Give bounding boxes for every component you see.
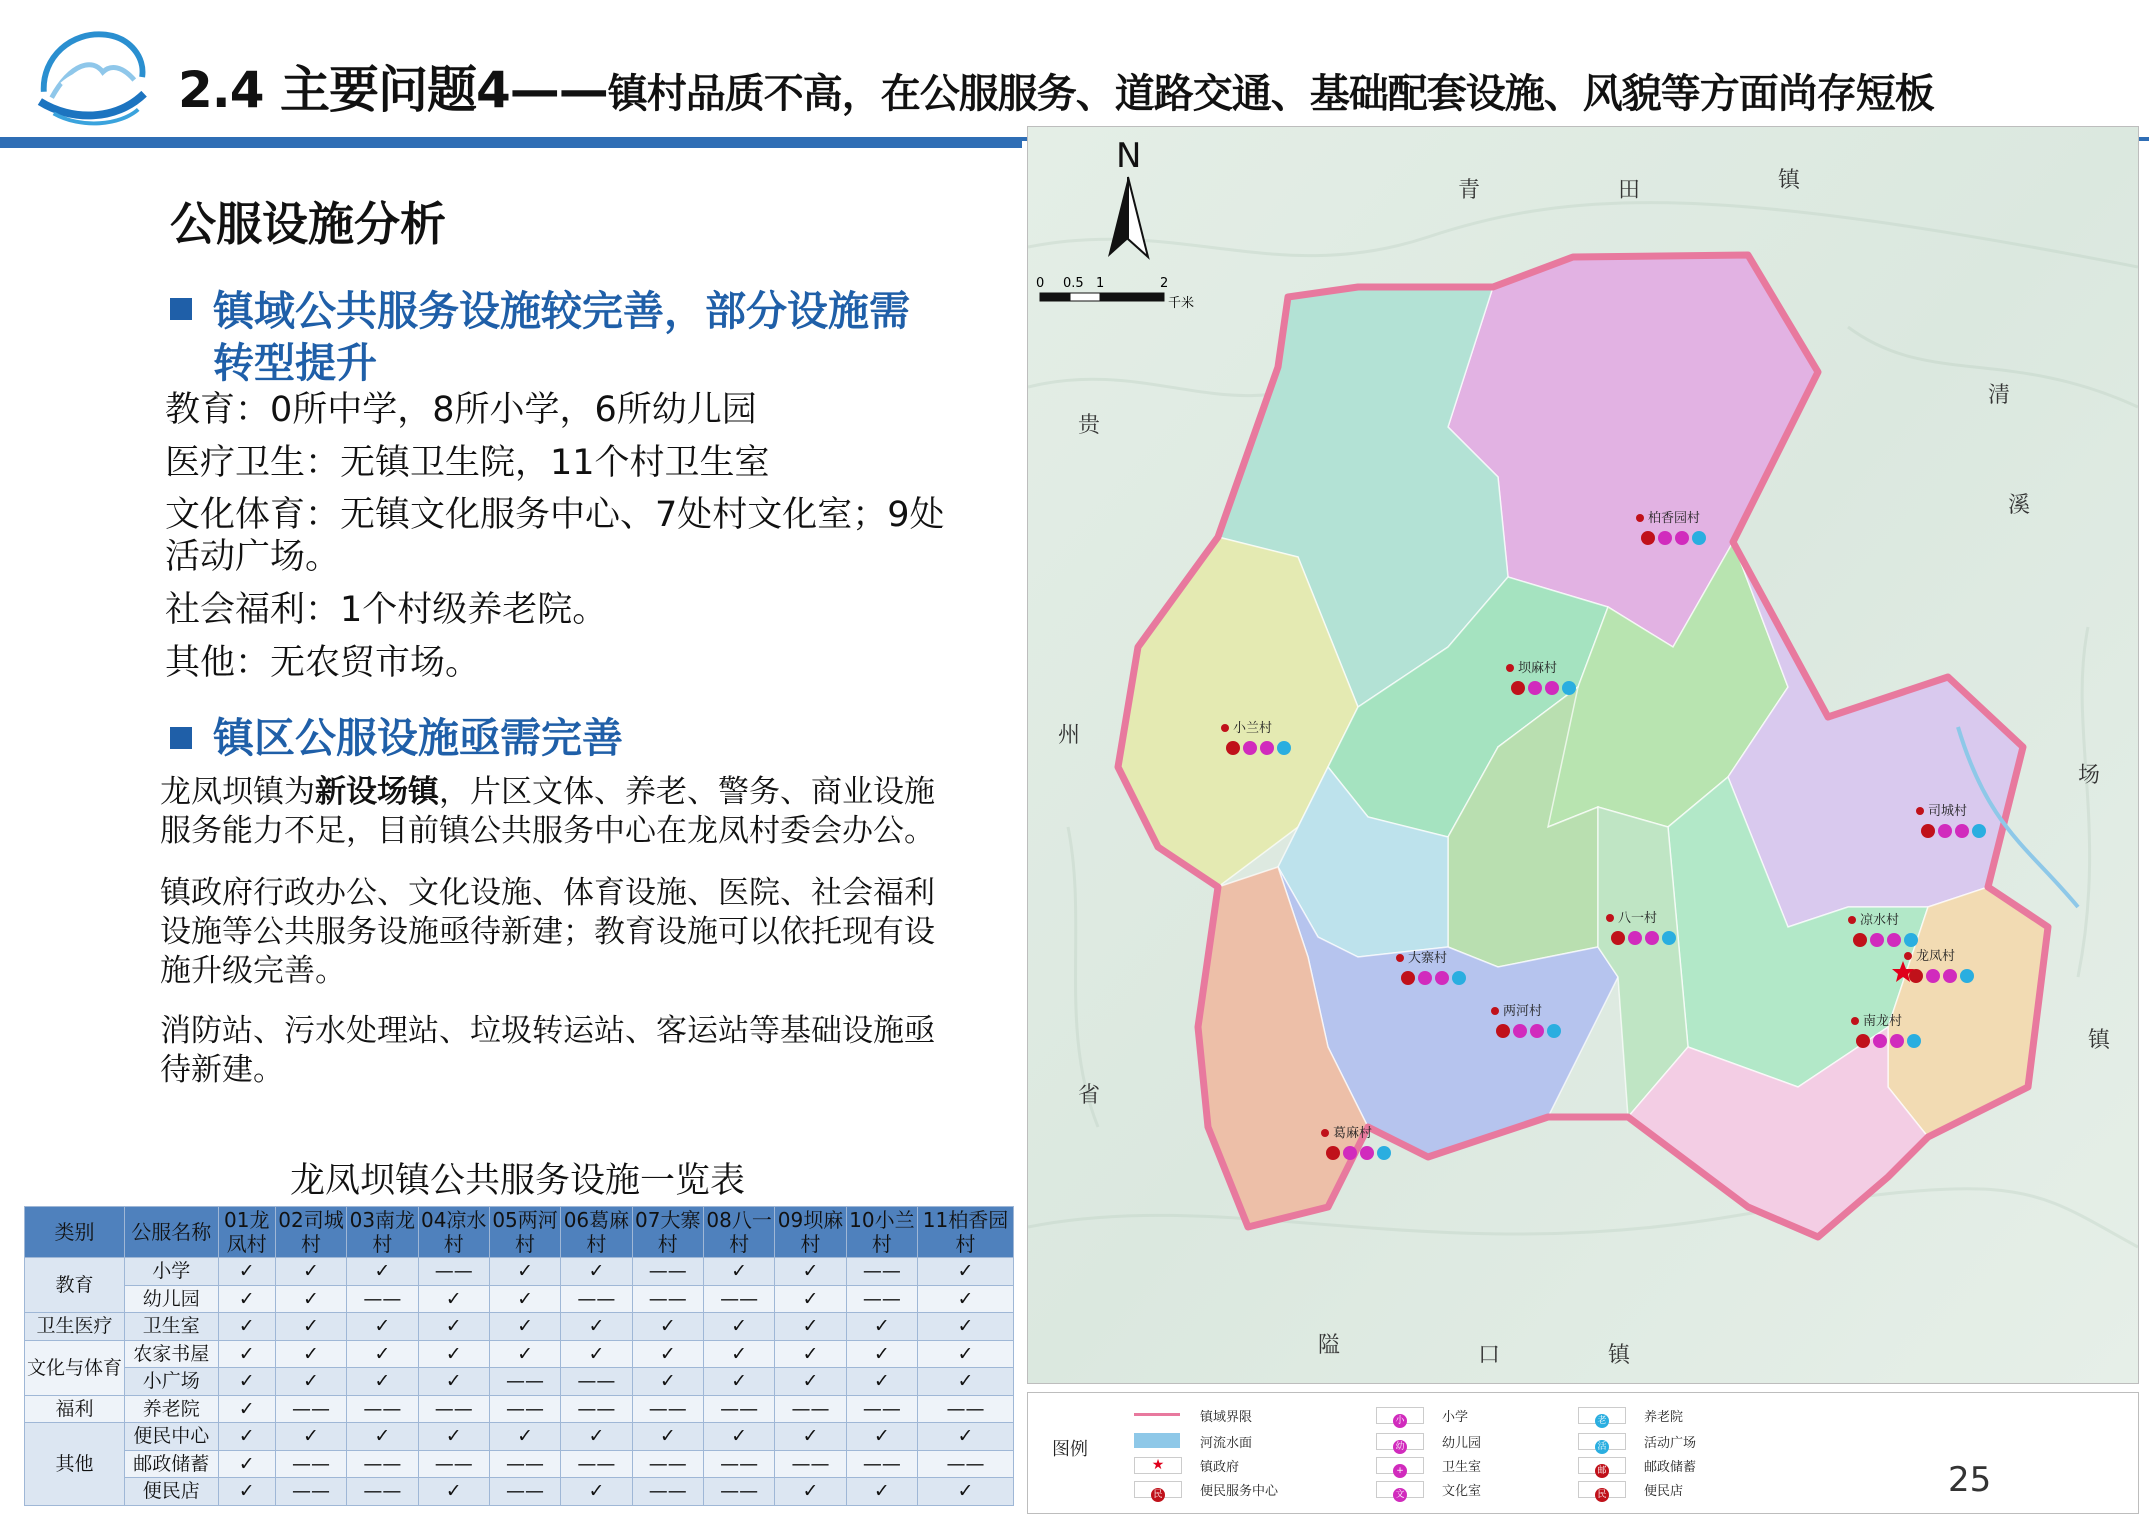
table-header-village: 11柏香园村 (918, 1207, 1014, 1258)
table-cell-category: 教育 (25, 1258, 125, 1313)
table-cell-value: —— (418, 1258, 489, 1286)
facility-badge-icon (1260, 741, 1274, 755)
facilities-table (24, 1206, 1014, 1506)
table-cell-value: ✓ (775, 1478, 846, 1506)
surrounding-area-label: 镇 (2088, 1028, 2111, 1053)
table-cell-value: ✓ (561, 1258, 632, 1286)
surrounding-area-label: 镇 (1778, 168, 1801, 193)
legend-swatch-icon (1578, 1433, 1626, 1450)
section-title: 公服设施分析 (170, 197, 446, 251)
table-cell-value: ✓ (418, 1313, 489, 1341)
table-cell-value: ✓ (918, 1340, 1014, 1368)
facility-badge-icon (1890, 1034, 1904, 1048)
header-divider (0, 137, 1022, 148)
facility-badge-icon (1904, 933, 1918, 947)
table-cell-value: —— (418, 1395, 489, 1423)
table-cell-value: —— (775, 1395, 846, 1423)
surrounding-area-label: 溪 (2008, 493, 2031, 518)
table-cell-value: —— (347, 1285, 418, 1313)
surrounding-area-label: 田 (1618, 178, 1641, 203)
table-header-village: 06葛麻村 (561, 1207, 632, 1258)
legend-swatch-icon (1134, 1413, 1180, 1416)
facility-badge-icon (1856, 1034, 1870, 1048)
village-marker-icon (1851, 1017, 1859, 1025)
table-cell-value: ✓ (418, 1368, 489, 1396)
legend-glyph-icon: 活 (1595, 1440, 1609, 1454)
village-marker-icon (1506, 664, 1514, 672)
table-cell-value: ✓ (703, 1368, 774, 1396)
table-cell-value: —— (275, 1395, 346, 1423)
table-cell-value: ✓ (632, 1368, 703, 1396)
bullet1-title-line1: 镇域公共服务设施较完善，部分设施需 (213, 287, 910, 335)
table-cell-value: ✓ (775, 1423, 846, 1451)
village-label: 大寨村 (1408, 951, 1448, 966)
table-cell-value: ✓ (218, 1423, 275, 1451)
table-row (25, 1313, 1014, 1341)
table-header-village: 01龙凤村 (218, 1207, 275, 1258)
table-cell-value: ✓ (347, 1258, 418, 1286)
table-cell-value: —— (347, 1478, 418, 1506)
table-cell-value: ✓ (218, 1285, 275, 1313)
legend-item-label: 便民店 (1644, 1484, 1684, 1499)
facility-badge-icon (1277, 741, 1291, 755)
table-cell-value: —— (703, 1478, 774, 1506)
table-row (25, 1258, 1014, 1286)
legend-item-label: 镇域界限 (1200, 1410, 1253, 1425)
table-cell-value: —— (703, 1285, 774, 1313)
table-cell-value: —— (489, 1368, 560, 1396)
surrounding-area-label: 镇 (1608, 1343, 1631, 1368)
facility-badge-icon (1658, 531, 1672, 545)
facility-badge-icon (1938, 824, 1952, 838)
legend-swatch-icon (1376, 1481, 1424, 1498)
table-cell-value: —— (561, 1368, 632, 1396)
surrounding-area-label: 口 (1478, 1343, 1501, 1368)
table-cell-value: —— (561, 1450, 632, 1478)
facility-badge-icon (1530, 1024, 1544, 1038)
village-marker-icon (1636, 514, 1644, 522)
facility-badge-icon (1360, 1146, 1374, 1160)
table-cell-value: ✓ (632, 1313, 703, 1341)
legend-glyph-icon: 文 (1393, 1488, 1407, 1502)
surrounding-area-label: 清 (1988, 383, 2011, 408)
table-cell-value: ✓ (918, 1478, 1014, 1506)
table-cell-value: ✓ (418, 1423, 489, 1451)
table-cell-value: ✓ (218, 1450, 275, 1478)
village-marker-icon (1321, 1129, 1329, 1137)
table-cell-value: ✓ (918, 1368, 1014, 1396)
page-number: 25 (1948, 1460, 1992, 1500)
village-marker-icon (1916, 807, 1924, 815)
table-header-village: 08八一村 (703, 1207, 774, 1258)
table-cell-name: 幼儿园 (124, 1285, 218, 1313)
facility-badge-icon (1692, 531, 1706, 545)
table-cell-category: 福利 (25, 1395, 125, 1423)
table-row (25, 1450, 1014, 1478)
facility-badge-icon (1226, 741, 1240, 755)
table-cell-value: ✓ (561, 1340, 632, 1368)
facility-badge-icon (1645, 931, 1659, 945)
legend-item-label: 邮政储蓄 (1644, 1460, 1697, 1475)
legend-swatch-icon: ★ (1134, 1457, 1182, 1474)
table-cell-value: ✓ (275, 1423, 346, 1451)
facility-badge-icon (1435, 971, 1449, 985)
legend-swatch-icon (1134, 1481, 1182, 1498)
table-cell-value: ✓ (218, 1395, 275, 1423)
table-cell-value: ✓ (632, 1423, 703, 1451)
table-row (25, 1395, 1014, 1423)
table-row (25, 1368, 1014, 1396)
bullet1-title-line2: 转型提升 (213, 339, 377, 387)
table-header-category: 类别 (25, 1207, 125, 1258)
facility-badge-icon (1452, 971, 1466, 985)
village-label: 凉水村 (1860, 913, 1900, 928)
facility-badge-icon (1547, 1024, 1561, 1038)
table-cell-value: ✓ (703, 1423, 774, 1451)
table-cell-value: ✓ (489, 1423, 560, 1451)
paragraph-government: 镇政府行政办公、文化设施、体育设施、医院、社会福利 设施等公共服务设施亟待新建；教育设施可以依托现有设 施升级完善。 (160, 875, 935, 989)
table-cell-name: 农家书屋 (124, 1340, 218, 1368)
table-cell-value: ✓ (775, 1285, 846, 1313)
table-cell-value: —— (489, 1478, 560, 1506)
legend-item-label: 卫生室 (1442, 1460, 1482, 1475)
facility-badge-icon (1907, 1034, 1921, 1048)
table-cell-value: ✓ (218, 1258, 275, 1286)
bullet2-title: 镇区公服设施亟需完善 (213, 714, 623, 762)
town-map (1027, 126, 2139, 1384)
table-cell-value: —— (918, 1450, 1014, 1478)
table-cell-value: ✓ (918, 1285, 1014, 1313)
table-cell-value: ✓ (846, 1340, 917, 1368)
table-cell-value: ✓ (561, 1313, 632, 1341)
table-cell-value: —— (846, 1450, 917, 1478)
facility-badge-icon (1562, 681, 1576, 695)
surrounding-area-label: 州 (1058, 723, 1081, 748)
legend-item-label: 活动广场 (1644, 1436, 1697, 1451)
table-row (25, 1478, 1014, 1506)
table-cell-value: ✓ (703, 1340, 774, 1368)
facility-badge-icon (1611, 931, 1625, 945)
table-header-village: 03南龙村 (347, 1207, 418, 1258)
table-cell-value: ✓ (418, 1340, 489, 1368)
legend-glyph-icon: 邮 (1595, 1464, 1609, 1478)
legend-title: 图例 (1052, 1439, 1088, 1460)
body-line-welfare: 社会福利：1个村级养老院。 (165, 590, 608, 630)
facility-badge-icon (1545, 681, 1559, 695)
legend-item-label: 文化室 (1442, 1484, 1482, 1499)
table-cell-value: —— (489, 1395, 560, 1423)
legend-glyph-icon: + (1393, 1464, 1407, 1478)
table-cell-value: ✓ (489, 1313, 560, 1341)
page-title: 2.4 主要问题4——镇村品质不高，在公服服务、道路交通、基础配套设施、风貌等方面尚存短板 (178, 61, 1934, 119)
legend-swatch-icon (1376, 1433, 1424, 1450)
table-cell-value: ✓ (275, 1313, 346, 1341)
table-row (25, 1423, 1014, 1451)
body-line-culture-cont: 活动广场。 (165, 537, 341, 577)
table-cell-name: 卫生室 (124, 1313, 218, 1341)
village-label: 小兰村 (1233, 721, 1273, 736)
table-cell-value: —— (632, 1285, 703, 1313)
table-cell-name: 小学 (124, 1258, 218, 1286)
table-cell-value: ✓ (347, 1368, 418, 1396)
legend-swatch-icon (1578, 1457, 1626, 1474)
table-cell-value: —— (347, 1395, 418, 1423)
table-cell-value: —— (846, 1395, 917, 1423)
paragraph-new-town: 龙凤坝镇为新设场镇，片区文体、养老、警务、商业设施 服务能力不足，目前镇公共服务中心在龙凤村委会办公。 (160, 774, 935, 849)
body-line-other: 其他：无农贸市场。 (165, 643, 481, 683)
surrounding-area-label: 隘 (1318, 1333, 1341, 1358)
legend-glyph-icon: 老 (1595, 1414, 1609, 1428)
table-cell-value: ✓ (918, 1258, 1014, 1286)
village-marker-icon (1221, 724, 1229, 732)
legend-swatch-icon (1134, 1433, 1180, 1448)
table-cell-value: —— (489, 1450, 560, 1478)
legend-swatch-icon (1376, 1407, 1424, 1424)
facility-badge-icon (1343, 1146, 1357, 1160)
table-cell-value: —— (561, 1395, 632, 1423)
table-cell-value: ✓ (489, 1285, 560, 1313)
table-cell-value: ✓ (275, 1340, 346, 1368)
surrounding-area-label: 场 (2078, 763, 2101, 788)
table-cell-value: ✓ (489, 1340, 560, 1368)
table-header-name: 公服名称 (124, 1207, 218, 1258)
table-cell-value: —— (632, 1395, 703, 1423)
table-header-village: 09坝麻村 (775, 1207, 846, 1258)
facility-badge-icon (1243, 741, 1257, 755)
table-cell-value: ✓ (632, 1340, 703, 1368)
table-cell-value: —— (418, 1450, 489, 1478)
table-cell-value: ✓ (775, 1368, 846, 1396)
table-cell-value: —— (632, 1450, 703, 1478)
facility-badge-icon (1870, 933, 1884, 947)
table-cell-name: 养老院 (124, 1395, 218, 1423)
village-marker-icon (1606, 914, 1614, 922)
table-cell-value: ✓ (218, 1313, 275, 1341)
scale-tick-1: 1 (1096, 276, 1105, 291)
facility-badge-icon (1943, 969, 1957, 983)
table-cell-value: ✓ (275, 1258, 346, 1286)
table-header-village: 07大寨村 (632, 1207, 703, 1258)
table-cell-name: 便民店 (124, 1478, 218, 1506)
table-cell-value: ✓ (218, 1340, 275, 1368)
table-cell-value: ✓ (275, 1368, 346, 1396)
table-cell-value: ✓ (846, 1313, 917, 1341)
table-cell-category: 卫生医疗 (25, 1313, 125, 1341)
facility-badge-icon (1675, 531, 1689, 545)
table-row (25, 1340, 1014, 1368)
table-cell-category: 文化与体育 (25, 1340, 125, 1395)
legend-item-label: 河流水面 (1200, 1436, 1253, 1451)
facility-badge-icon (1921, 824, 1935, 838)
body-line-culture: 文化体育：无镇文化服务中心、7处村文化室；9处 (165, 495, 945, 535)
table-cell-name: 邮政储蓄 (124, 1450, 218, 1478)
surrounding-area-label: 青 (1458, 178, 1481, 203)
table-cell-value: ✓ (918, 1423, 1014, 1451)
facility-badge-icon (1955, 824, 1969, 838)
table-header-village: 04凉水村 (418, 1207, 489, 1258)
table-header-village: 05两河村 (489, 1207, 560, 1258)
table-cell-value: ✓ (775, 1340, 846, 1368)
facility-badge-icon (1326, 1146, 1340, 1160)
table-cell-value: —— (275, 1478, 346, 1506)
table-row (25, 1285, 1014, 1313)
scale-unit: 千米 (1168, 296, 1195, 311)
scale-tick-0: 0 (1036, 276, 1045, 291)
surrounding-area-label: 省 (1078, 1083, 1101, 1108)
logo-icon (32, 22, 150, 134)
table-cell-value: ✓ (846, 1368, 917, 1396)
facility-badge-icon (1628, 931, 1642, 945)
table-cell-value: ✓ (347, 1313, 418, 1341)
bullet-square-icon (170, 298, 192, 320)
facility-badge-icon (1641, 531, 1655, 545)
table-cell-value: ✓ (418, 1478, 489, 1506)
facility-badge-icon (1401, 971, 1415, 985)
table-cell-value: ✓ (775, 1258, 846, 1286)
village-label: 龙凤村 (1916, 949, 1956, 964)
village-marker-icon (1491, 1007, 1499, 1015)
table-cell-value: —— (775, 1450, 846, 1478)
table-header-row (25, 1207, 1014, 1258)
legend-glyph-icon: 幼 (1393, 1440, 1407, 1454)
facility-badge-icon (1887, 933, 1901, 947)
table-cell-value: —— (846, 1285, 917, 1313)
table-cell-value: ✓ (218, 1478, 275, 1506)
village-label: 柏香园村 (1648, 511, 1701, 526)
table-cell-value: —— (275, 1450, 346, 1478)
legend-glyph-icon: 民 (1151, 1488, 1165, 1502)
table-cell-value: ✓ (347, 1340, 418, 1368)
body-line-education: 教育：0所中学，8所小学，6所幼儿园 (165, 390, 757, 430)
table-title: 龙凤坝镇公共服务设施一览表 (290, 1161, 746, 1201)
legend-glyph-icon: 小 (1393, 1414, 1407, 1428)
table-cell-value: ✓ (218, 1368, 275, 1396)
body-line-medical: 医疗卫生：无镇卫生院，11个村卫生室 (165, 443, 770, 483)
legend-item-label: 便民服务中心 (1200, 1484, 1279, 1499)
table-cell-value: ✓ (846, 1423, 917, 1451)
table-cell-value: —— (561, 1285, 632, 1313)
table-cell-value: ✓ (775, 1313, 846, 1341)
table-cell-value: —— (632, 1258, 703, 1286)
table-cell-value: ✓ (347, 1423, 418, 1451)
table-header-village: 02司城村 (275, 1207, 346, 1258)
legend-item-label: 养老院 (1644, 1410, 1684, 1425)
bullet-square-icon (170, 727, 192, 749)
facility-badge-icon (1873, 1034, 1887, 1048)
table-header-village: 10小兰村 (846, 1207, 917, 1258)
table-cell-category: 其他 (25, 1423, 125, 1506)
table-cell-value: —— (846, 1258, 917, 1286)
table-cell-value: ✓ (703, 1258, 774, 1286)
paragraph-infrastructure: 消防站、污水处理站、垃圾转运站、客运站等基础设施亟 待新建。 (160, 1013, 935, 1088)
table-cell-value: ✓ (918, 1313, 1014, 1341)
table-cell-value: —— (703, 1450, 774, 1478)
table-cell-name: 便民中心 (124, 1423, 218, 1451)
facility-badge-icon (1377, 1146, 1391, 1160)
table-cell-value: ✓ (561, 1423, 632, 1451)
legend-item-label: 小学 (1442, 1410, 1469, 1425)
legend-item-label: 镇政府 (1200, 1460, 1240, 1475)
facility-badge-icon (1853, 933, 1867, 947)
village-marker-icon (1396, 954, 1404, 962)
table-cell-value: ✓ (561, 1478, 632, 1506)
legend-swatch-icon (1376, 1457, 1424, 1474)
facility-badge-icon (1972, 824, 1986, 838)
table-cell-value: ✓ (703, 1313, 774, 1341)
village-label: 葛麻村 (1333, 1126, 1373, 1141)
surrounding-area-label: 贵 (1078, 413, 1101, 438)
facility-badge-icon (1528, 681, 1542, 695)
legend-swatch-icon (1578, 1481, 1626, 1498)
village-label: 南龙村 (1863, 1014, 1903, 1029)
north-label: N (1116, 136, 1142, 176)
legend-glyph-icon: 民 (1595, 1488, 1609, 1502)
table-cell-value: —— (347, 1450, 418, 1478)
facility-badge-icon (1960, 969, 1974, 983)
table-cell-value: —— (632, 1478, 703, 1506)
table-cell-value: ✓ (489, 1258, 560, 1286)
facility-badge-icon (1511, 681, 1525, 695)
facility-badge-icon (1926, 969, 1940, 983)
village-marker-icon (1904, 952, 1912, 960)
scale-bar (1040, 293, 1164, 301)
village-marker-icon (1848, 916, 1856, 924)
table-cell-value: —— (918, 1395, 1014, 1423)
village-label: 司城村 (1928, 804, 1968, 819)
village-label: 坝麻村 (1518, 661, 1558, 676)
table-cell-value: —— (703, 1395, 774, 1423)
legend-swatch-icon (1578, 1407, 1626, 1424)
facility-badge-icon (1418, 971, 1432, 985)
table-cell-value: ✓ (846, 1478, 917, 1506)
facility-badge-icon (1513, 1024, 1527, 1038)
table-cell-name: 小广场 (124, 1368, 218, 1396)
facility-badge-icon (1662, 931, 1676, 945)
table-cell-value: ✓ (275, 1285, 346, 1313)
table-cell-value: ✓ (418, 1285, 489, 1313)
facility-badge-icon (1496, 1024, 1510, 1038)
scale-tick-05: 0.5 (1063, 276, 1084, 291)
legend-item-label: 幼儿园 (1442, 1436, 1482, 1451)
scale-tick-2: 2 (1160, 276, 1169, 291)
village-label: 两河村 (1503, 1004, 1543, 1019)
village-label: 八一村 (1618, 911, 1658, 926)
